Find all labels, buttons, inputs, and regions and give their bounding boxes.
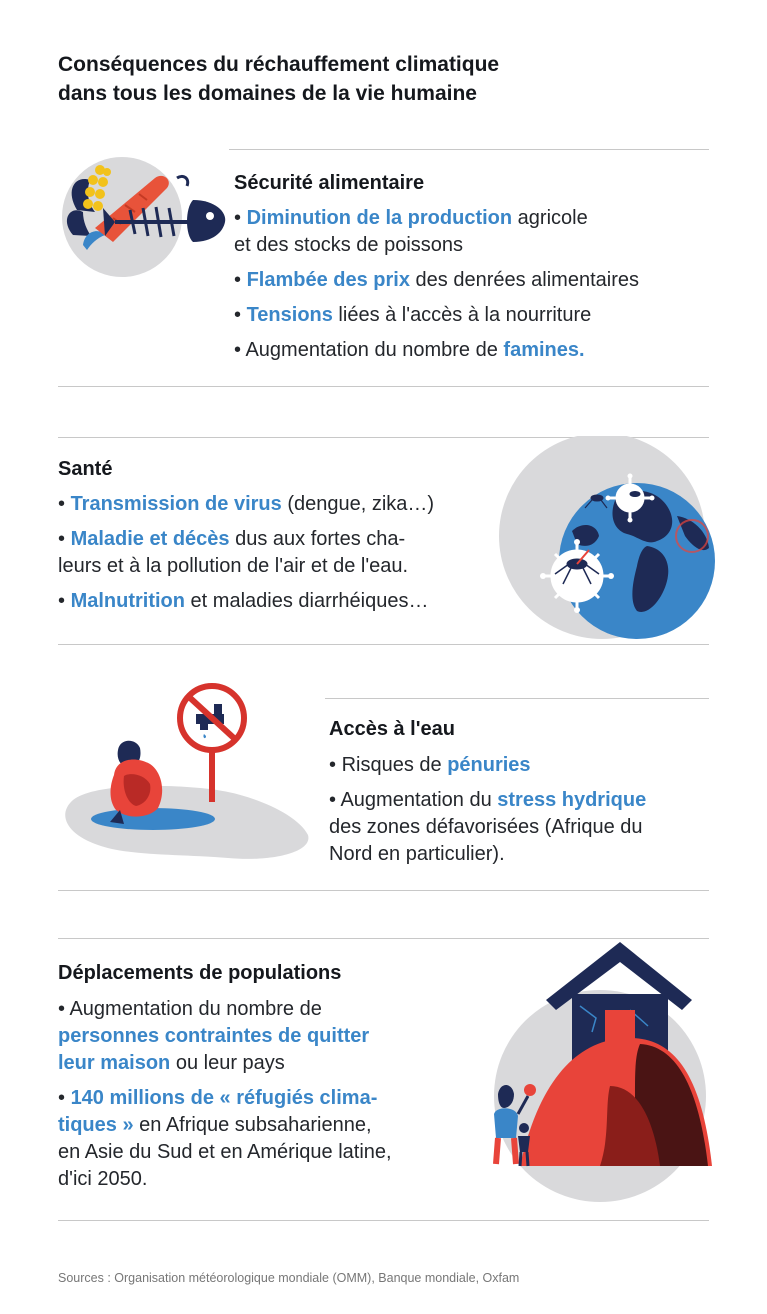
section-1-bullets — [234, 205, 724, 372]
section-1-top-rule — [229, 149, 709, 150]
house-refugees-icon — [480, 936, 720, 1226]
list-item: • Tensions liées à l'accès à la nourriture — [234, 304, 592, 326]
list-item: • Flambée des prix des denrées alimentaires — [234, 269, 639, 291]
list-item: • Malnutrition et maladies diarrhéiques… — [58, 590, 429, 612]
section-3-bottom-rule — [58, 890, 709, 891]
section-4-title: Déplacements de populations — [58, 962, 342, 984]
section-1-bottom-rule — [58, 386, 709, 387]
list-item: • 140 millions de « réfugiés clima- tiques » en Afrique subsaharienne, en Asie du Sud et en Amérique latine, d'ici 2050. — [58, 1087, 392, 1190]
page-title — [58, 50, 658, 108]
section-1-title: Sécurité alimentaire — [234, 172, 425, 194]
list-item: • Diminution de la production agricole et des stocks de poissons — [234, 207, 588, 256]
section-2-bullets — [58, 491, 518, 623]
list-item: • Maladie et décès dus aux fortes cha- leurs et à la pollution de l'air et de l'eau. — [58, 528, 409, 577]
no-water-sign-icon — [58, 680, 318, 865]
section-4-bottom-rule — [58, 1220, 709, 1221]
sources-note: Sources : Organisation météorologique mondiale (OMM), Banque mondiale, Oxfam — [58, 1271, 520, 1285]
section-2-bottom-rule — [58, 644, 709, 645]
list-item: • Augmentation du nombre de personnes contraintes de quitter leur maison ou leur pays — [58, 998, 370, 1074]
list-item: • Augmentation du stress hydrique des zones défavorisées (Afrique du Nord en particulier). — [329, 789, 647, 865]
globe-virus-mosquito-icon — [497, 436, 727, 646]
list-item: • Augmentation du nombre de famines. — [234, 339, 585, 361]
list-item: • Transmission de virus (dengue, zika…) — [58, 493, 435, 515]
section-2-title: Santé — [58, 458, 113, 480]
section-4-bullets — [58, 996, 478, 1201]
section-3-bullets — [329, 752, 729, 876]
section-3-title: Accès à l'eau — [329, 718, 455, 740]
list-item: • Risques de pénuries — [329, 754, 531, 776]
section-3-top-rule — [325, 698, 709, 699]
title-line-2: dans tous les domaines de la vie humaine — [58, 82, 477, 105]
fish-corn-carrot-icon — [55, 150, 235, 285]
title-line-1: Conséquences du réchauffement climatique — [58, 53, 500, 76]
